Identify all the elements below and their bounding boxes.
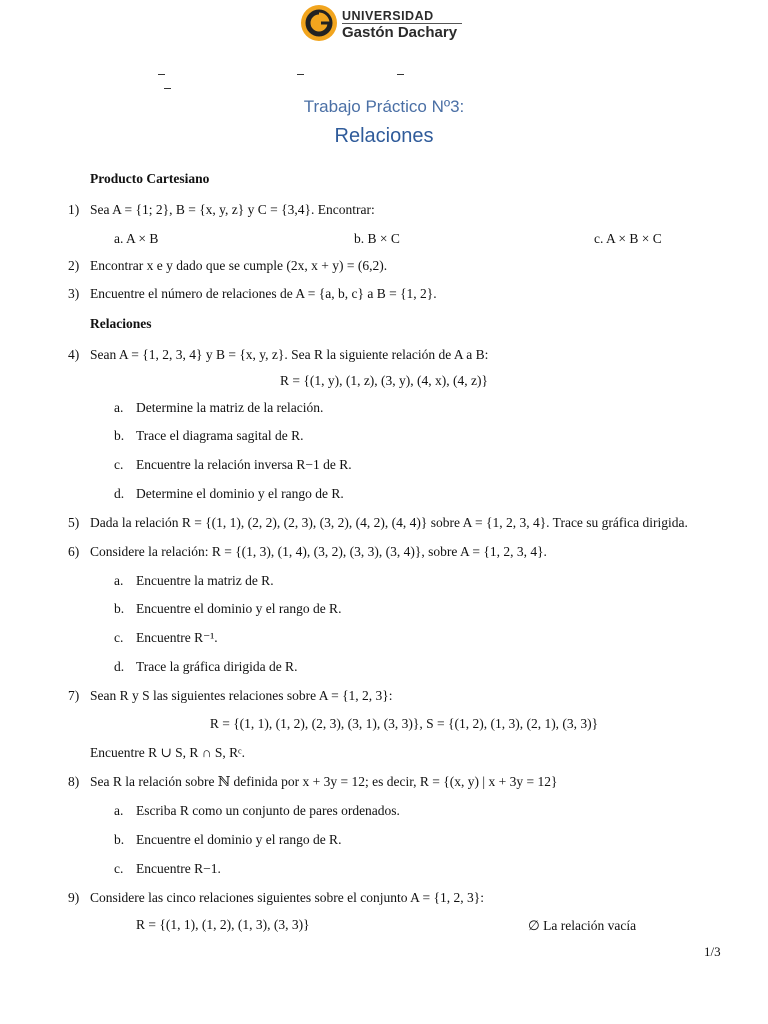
subitem: c. A × B × C bbox=[594, 231, 662, 246]
relation-definition: ∅ La relación vacía bbox=[528, 918, 637, 933]
equation: R = {(1, y), (1, z), (3, y), (4, x), (4, z)} bbox=[279, 373, 489, 388]
subitem-letter: b. bbox=[114, 832, 125, 847]
item-number: 6) bbox=[68, 544, 80, 559]
item-number: 3) bbox=[68, 286, 80, 301]
item-text: Encuentre R ∪ S, R ∩ S, Rᶜ. bbox=[90, 745, 246, 760]
item-number: 9) bbox=[68, 890, 80, 905]
relation-definition: R = {(1, 1), (1, 2), (1, 3), (3, 3)} bbox=[136, 917, 310, 932]
subitem-letter: c. bbox=[114, 457, 124, 472]
header-dash bbox=[297, 74, 304, 75]
header-dash bbox=[397, 74, 404, 75]
subitem-letter: c. bbox=[114, 861, 124, 876]
item-number: 2) bbox=[68, 258, 80, 273]
logo-emblem-icon bbox=[300, 4, 338, 42]
header-dash bbox=[158, 74, 165, 75]
document-subtitle: Relaciones bbox=[334, 125, 434, 147]
item-text: Considere las cinco relaciones siguientes sobre el conjunto A = {1, 2, 3}: bbox=[90, 890, 484, 905]
document-title: Trabajo Práctico Nº3: bbox=[303, 97, 465, 116]
logo-line1: UNIVERSIDAD bbox=[342, 9, 434, 23]
subitem: a. A × B bbox=[114, 231, 159, 246]
item-text: Sean A = {1, 2, 3, 4} y B = {x, y, z}. Sea R la siguiente relación de A a B: bbox=[90, 347, 489, 362]
subitem-text: Escriba R como un conjunto de pares ordenados. bbox=[136, 803, 400, 818]
item-text: Sean R y S las siguientes relaciones sobre A = {1, 2, 3}: bbox=[90, 688, 393, 703]
subitem-text: Encuentre R⁻¹. bbox=[136, 630, 218, 645]
subitem-text: Encuentre la relación inversa R−1 de R. bbox=[136, 457, 352, 472]
section-heading: Producto Cartesiano bbox=[90, 171, 210, 186]
subitem-letter: d. bbox=[114, 486, 125, 501]
university-logo bbox=[300, 4, 470, 46]
item-number: 5) bbox=[68, 515, 80, 530]
subitem-letter: b. bbox=[114, 601, 125, 616]
subitem-text: Determine la matriz de la relación. bbox=[136, 400, 324, 415]
item-text: Encuentre el número de relaciones de A = {a, b, c} a B = {1, 2}. bbox=[90, 286, 437, 301]
item-text: Considere la relación: R = {(1, 3), (1, 4), (3, 2), (3, 3), (3, 4)}, sobre A = {1, 2, 3, 4}. bbox=[90, 544, 547, 559]
subitem-text: Encuentre el dominio y el rango de R. bbox=[136, 832, 342, 847]
item-number: 8) bbox=[68, 774, 80, 789]
subitem-letter: a. bbox=[114, 803, 124, 818]
subitem-text: Encuentre el dominio y el rango de R. bbox=[136, 601, 342, 616]
subitem-letter: a. bbox=[114, 573, 124, 588]
logo-line2: Gastón Dachary bbox=[342, 24, 458, 41]
subitem-text: Encuentre R−1. bbox=[136, 861, 221, 876]
section-heading: Relaciones bbox=[90, 316, 152, 331]
equation: R = {(1, 1), (1, 2), (2, 3), (3, 1), (3, 3)}, S = {(1, 2), (1, 3), (2, 1), (3, 3)} bbox=[209, 716, 599, 731]
subitem: b. B × C bbox=[354, 231, 400, 246]
subitem-text: Trace el diagrama sagital de R. bbox=[136, 428, 304, 443]
subitem-text: Trace la gráfica dirigida de R. bbox=[136, 659, 298, 674]
page-number: 1/3 bbox=[704, 944, 721, 959]
subitem-text: Encuentre la matriz de R. bbox=[136, 573, 274, 588]
subitem-letter: c. bbox=[114, 630, 124, 645]
item-text: Dada la relación R = {(1, 1), (2, 2), (2, 3), (3, 2), (4, 2), (4, 4)} sobre A = {1, 2, 3, 4}. Trace su gráfica dirigida. bbox=[90, 515, 688, 530]
item-text: Sea R la relación sobre ℕ definida por x + 3y = 12; es decir, R = {(x, y) | x + 3y = 12} bbox=[90, 774, 558, 789]
item-text: Encontrar x e y dado que se cumple (2x, x + y) = (6,2). bbox=[90, 258, 388, 273]
item-number: 7) bbox=[68, 688, 80, 703]
header-dash bbox=[164, 88, 171, 89]
item-number: 1) bbox=[68, 202, 80, 217]
item-number: 4) bbox=[68, 347, 80, 362]
subitem-letter: b. bbox=[114, 428, 125, 443]
subitem-text: Determine el dominio y el rango de R. bbox=[136, 486, 344, 501]
subitem-letter: a. bbox=[114, 400, 124, 415]
item-text: Sea A = {1; 2}, B = {x, y, z} y C = {3,4}. Encontrar: bbox=[90, 202, 375, 217]
subitem-letter: d. bbox=[114, 659, 125, 674]
